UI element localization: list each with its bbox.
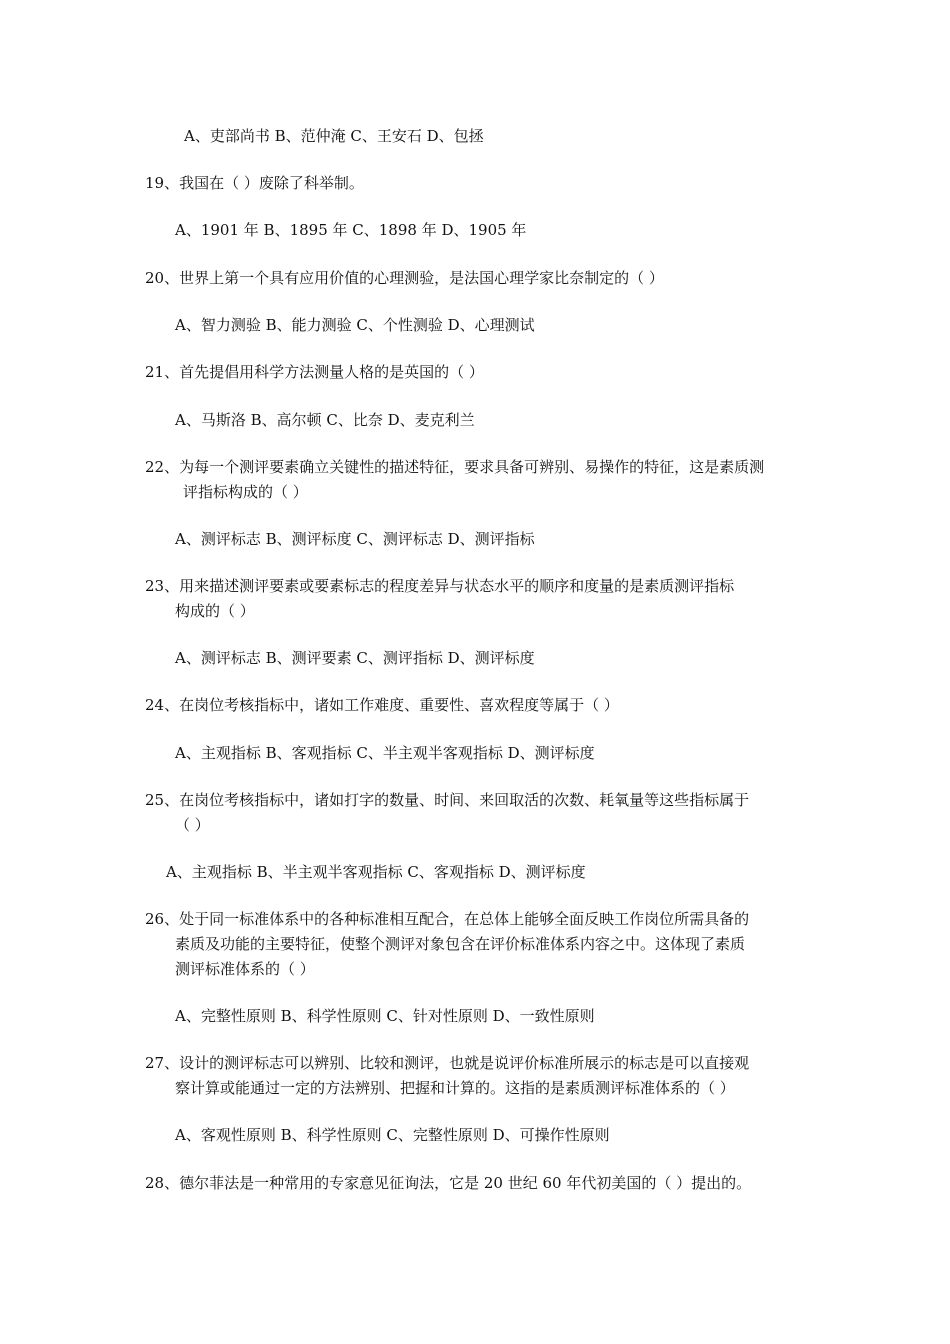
question-26-line-2: 素质及功能的主要特征，使整个测评对象包含在评价标准体系内容之中。这体现了素质 [175, 935, 746, 953]
options-q26: A、完整性原则 B、科学性原则 C、针对性原则 D、一致性原则 [175, 1007, 595, 1025]
options-q20: A、智力测验 B、能力测验 C、个性测验 D、心理测试 [175, 316, 535, 334]
question-24: 24、在岗位考核指标中，诸如工作难度、重要性、喜欢程度等属于（ ） [145, 696, 619, 714]
question-23-line-2: 构成的（ ） [175, 602, 255, 620]
question-19: 19、我国在（ ）废除了科举制。 [145, 174, 364, 192]
options-q19: A、1901 年 B、1895 年 C、1898 年 D、1905 年 [175, 221, 527, 239]
question-25-line-1: 25、在岗位考核指标中，诸如打字的数量、时间、来回取活的次数、耗氧量等这些指标属于 [145, 791, 750, 809]
options-q24: A、主观指标 B、客观指标 C、半主观半客观指标 D、测评标度 [175, 744, 595, 762]
question-23-line-1: 23、用来描述测评要素或要素标志的程度差异与状态水平的顺序和度量的是素质测评指标 [145, 577, 735, 595]
options-q21: A、马斯洛 B、高尔顿 C、比奈 D、麦克利兰 [175, 411, 475, 429]
options-q25: A、主观指标 B、半主观半客观指标 C、客观指标 D、测评标度 [166, 863, 586, 881]
question-22-line-2: 评指标构成的（ ） [183, 483, 308, 501]
question-21: 21、首先提倡用科学方法测量人格的是英国的（ ） [145, 363, 484, 381]
options-q18: A、吏部尚书 B、范仲淹 C、王安石 D、包拯 [184, 127, 484, 145]
question-25-line-2: （ ） [175, 816, 210, 834]
question-22-line-1: 22、为每一个测评要素确立关键性的描述特征，要求具备可辨别、易操作的特征，这是素质测 [145, 458, 765, 476]
options-q27: A、客观性原则 B、科学性原则 C、完整性原则 D、可操作性原则 [175, 1126, 610, 1144]
question-20: 20、世界上第一个具有应用价值的心理测验，是法国心理学家比奈制定的（ ） [145, 269, 664, 287]
options-q23: A、测评标志 B、测评要素 C、测评指标 D、测评标度 [175, 649, 535, 667]
question-26-line-1: 26、处于同一标准体系中的各种标准相互配合，在总体上能够全面反映工作岗位所需具备的 [145, 910, 750, 928]
question-27-line-2: 察计算或能通过一定的方法辨别、把握和计算的。这指的是素质测评标准体系的（ ） [175, 1079, 735, 1097]
question-28: 28、德尔菲法是一种常用的专家意见征询法，它是 20 世纪 60 年代初美国的（ ）提出的。 [145, 1174, 752, 1192]
question-27-line-1: 27、设计的测评标志可以辨别、比较和测评，也就是说评价标准所展示的标志是可以直接观 [145, 1054, 750, 1072]
question-26-line-3: 测评标准体系的（ ） [175, 960, 315, 978]
options-q22: A、测评标志 B、测评标度 C、测评标志 D、测评指标 [175, 530, 535, 548]
